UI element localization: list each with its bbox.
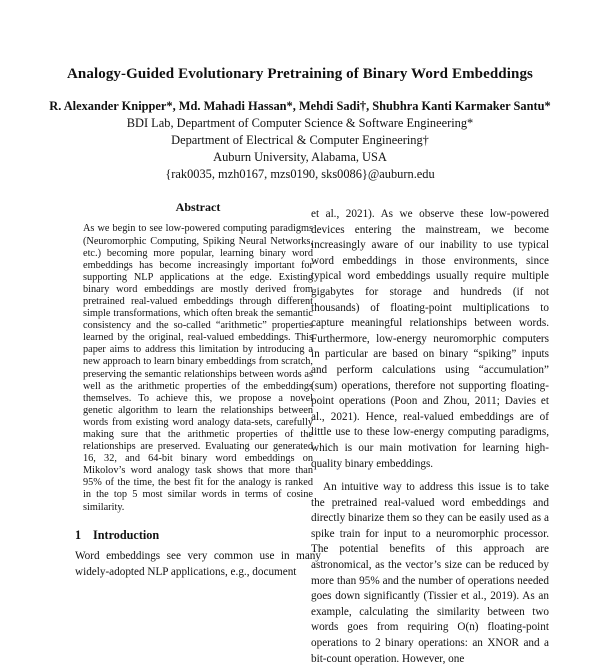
body-paragraph: et al., 2021). As we observe these low-powered devices entering the mainstream, we become increasingly aware of our inability to use typical word embeddings in those environments, since typical word embeddings usually require multiple gigabytes for storage and hundreds (if not thousands) of floating-point multiplications to capture meaningful relationships between words. Furthermore, low-energy neuromorphic computers in particular are based on binary “spiking” inputs and perform calculations using “accumulation” (sum) operations, therefore not supporting floating-point operations (Poon and Zhou, 2011; Davies et al., 2021). Hence, real-valued embeddings are of little use to these low-energy computing paradigms, which is our main motivation for learning high-quality binary embeddings. — [311, 208, 549, 470]
author-list: R. Alexander Knipper*, Md. Mahadi Hassan*, Mehdi Sadi†, Shubhra Kanti Karmaker Santu* — [49, 99, 551, 113]
intro-paragraph: Word embeddings see very common use in many widely-adopted NLP applications, e.g., document — [75, 550, 321, 578]
abstract-heading: Abstract — [175, 200, 221, 214]
left-column — [75, 200, 321, 580]
affiliation-line: Department of Electrical & Computer Engineering† — [171, 133, 429, 147]
section-title: Introduction — [93, 527, 160, 542]
affiliation-line: Auburn University, Alabama, USA — [213, 150, 387, 164]
section-number: 1 — [75, 527, 82, 542]
abstract-text: As we begin to see low-powered computing paradigms (Neuromorphic Computing, Spiking Neural Networks, etc.) becoming more popular, learning binary word embeddings has become increasingly important for supporting NLP applications at the edge. Existing binary word embeddings are mostly derived from pretrained real-valued embeddings through different simple transformations, which often break the semantic consistency and the so-called “arithmetic” properties learned by the original, real-valued embeddings. This paper aims to address this limitation by introducing a new approach to learn binary embeddings from scratch, preserving the semantic relationships between words as well as the arithmetic properties of the embeddings themselves. To achieve this, we propose a novel genetic algorithm to learn the relationships between words from existing word analogy data-sets, carefully making sure that the arithmetic properties of the relationships are preserved. Evaluating our generated 16, 32, and 64-bit binary word embeddings on Mikolov’s word analogy task shows that more than 95% of the time, the best fit for the analogy is ranked in the top 5 most similar words in terms of cosine similarity. — [83, 223, 313, 513]
affiliation-line: BDI Lab, Department of Computer Science & Software Engineering* — [126, 116, 474, 130]
right-column — [311, 207, 549, 667]
body-paragraph: An intuitive way to address this issue is to take the pretrained real-valued word embeddings and directly binarize them so they can be easily used as a spike train for input to a neuromorphic processor. The potential benefits of this approach are astronomical, as the vector’s size can be reduced by more than 95% and the number of operations needed goes down significantly (Tissier et al., 2019). As an example, calculating the similarity between two words goes from requiring O(n) floating-point operations to 2 binary operations: an XNOR and a bit-count operation. However, one — [311, 481, 549, 665]
section-heading-introduction — [75, 528, 321, 543]
author-block — [0, 98, 600, 183]
author-emails: {rak0035, mzh0167, mzs0190, sks0086}@auburn.edu — [165, 167, 435, 181]
paper-title: Analogy-Guided Evolutionary Pretraining of Binary Word Embeddings — [66, 66, 533, 82]
